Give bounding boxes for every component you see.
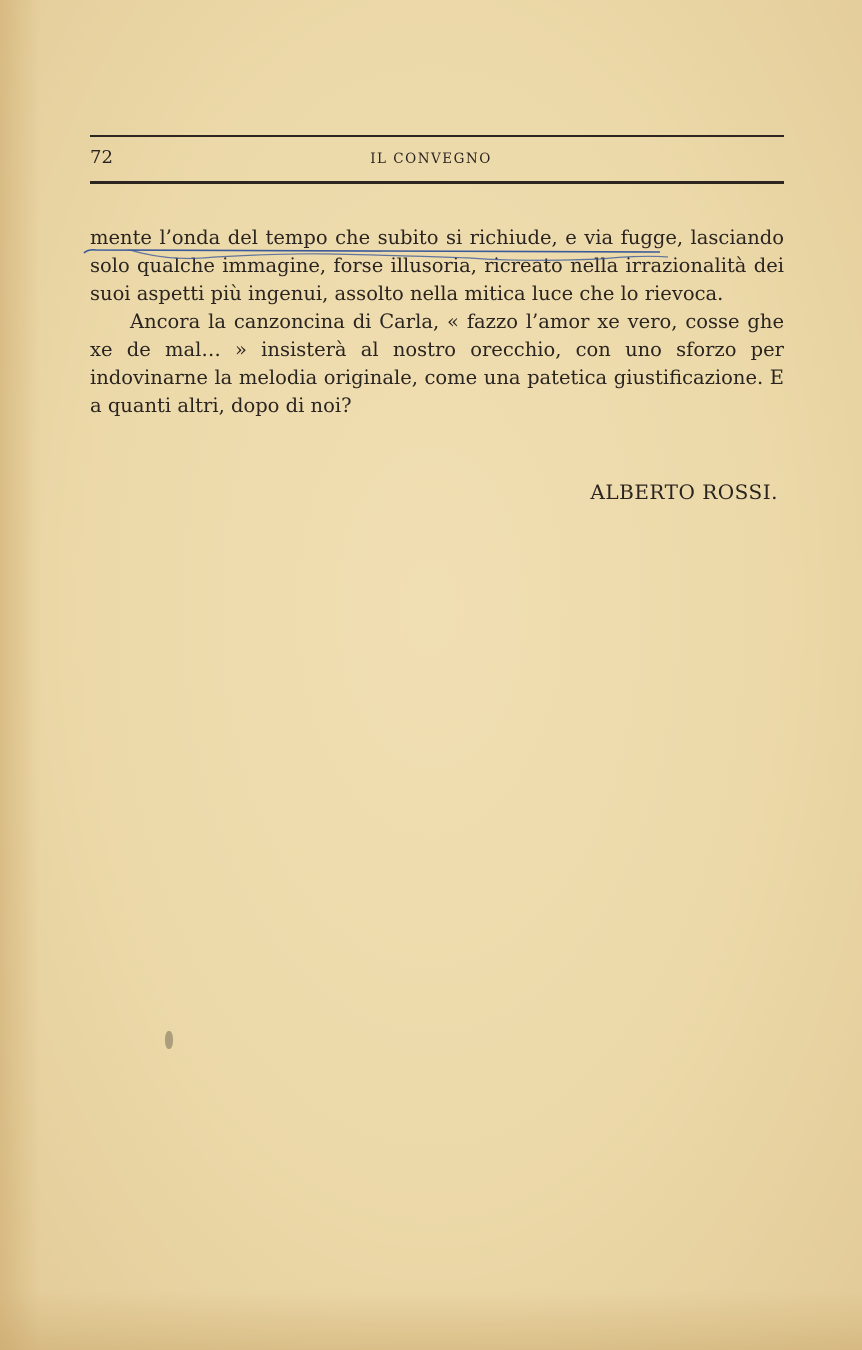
page-edge-shadow-left — [0, 0, 40, 1350]
paper-stain — [165, 1031, 173, 1049]
paragraph-canzoncina: Ancora la canzoncina di Carla, « fazzo l’amor xe vero, cosse ghe xe de mal… » insisterà al nostro orecchio, con uno sforzo per indovinarne la melodia originale, come una patetica giustificazione. E a quanti altri, dopo di noi? — [90, 310, 784, 417]
page-edge-shadow-bottom — [0, 1290, 862, 1350]
page-number: 72 — [90, 147, 113, 168]
header-rule-bottom — [90, 181, 784, 184]
article-body — [90, 224, 784, 420]
header-rule-top — [90, 135, 784, 137]
paragraph-continuation: mente l’onda del tempo che subito si richiude, e via fugge, lasciando solo qualche immagine, forse illusoria, ricreato nella irrazionalità dei suoi aspetti più ingenui, assolto nella mitica luce che lo rievoca. — [90, 226, 784, 305]
running-header-title: IL CONVEGNO — [370, 151, 492, 167]
author-signature: ALBERTO ROSSI. — [590, 480, 778, 504]
